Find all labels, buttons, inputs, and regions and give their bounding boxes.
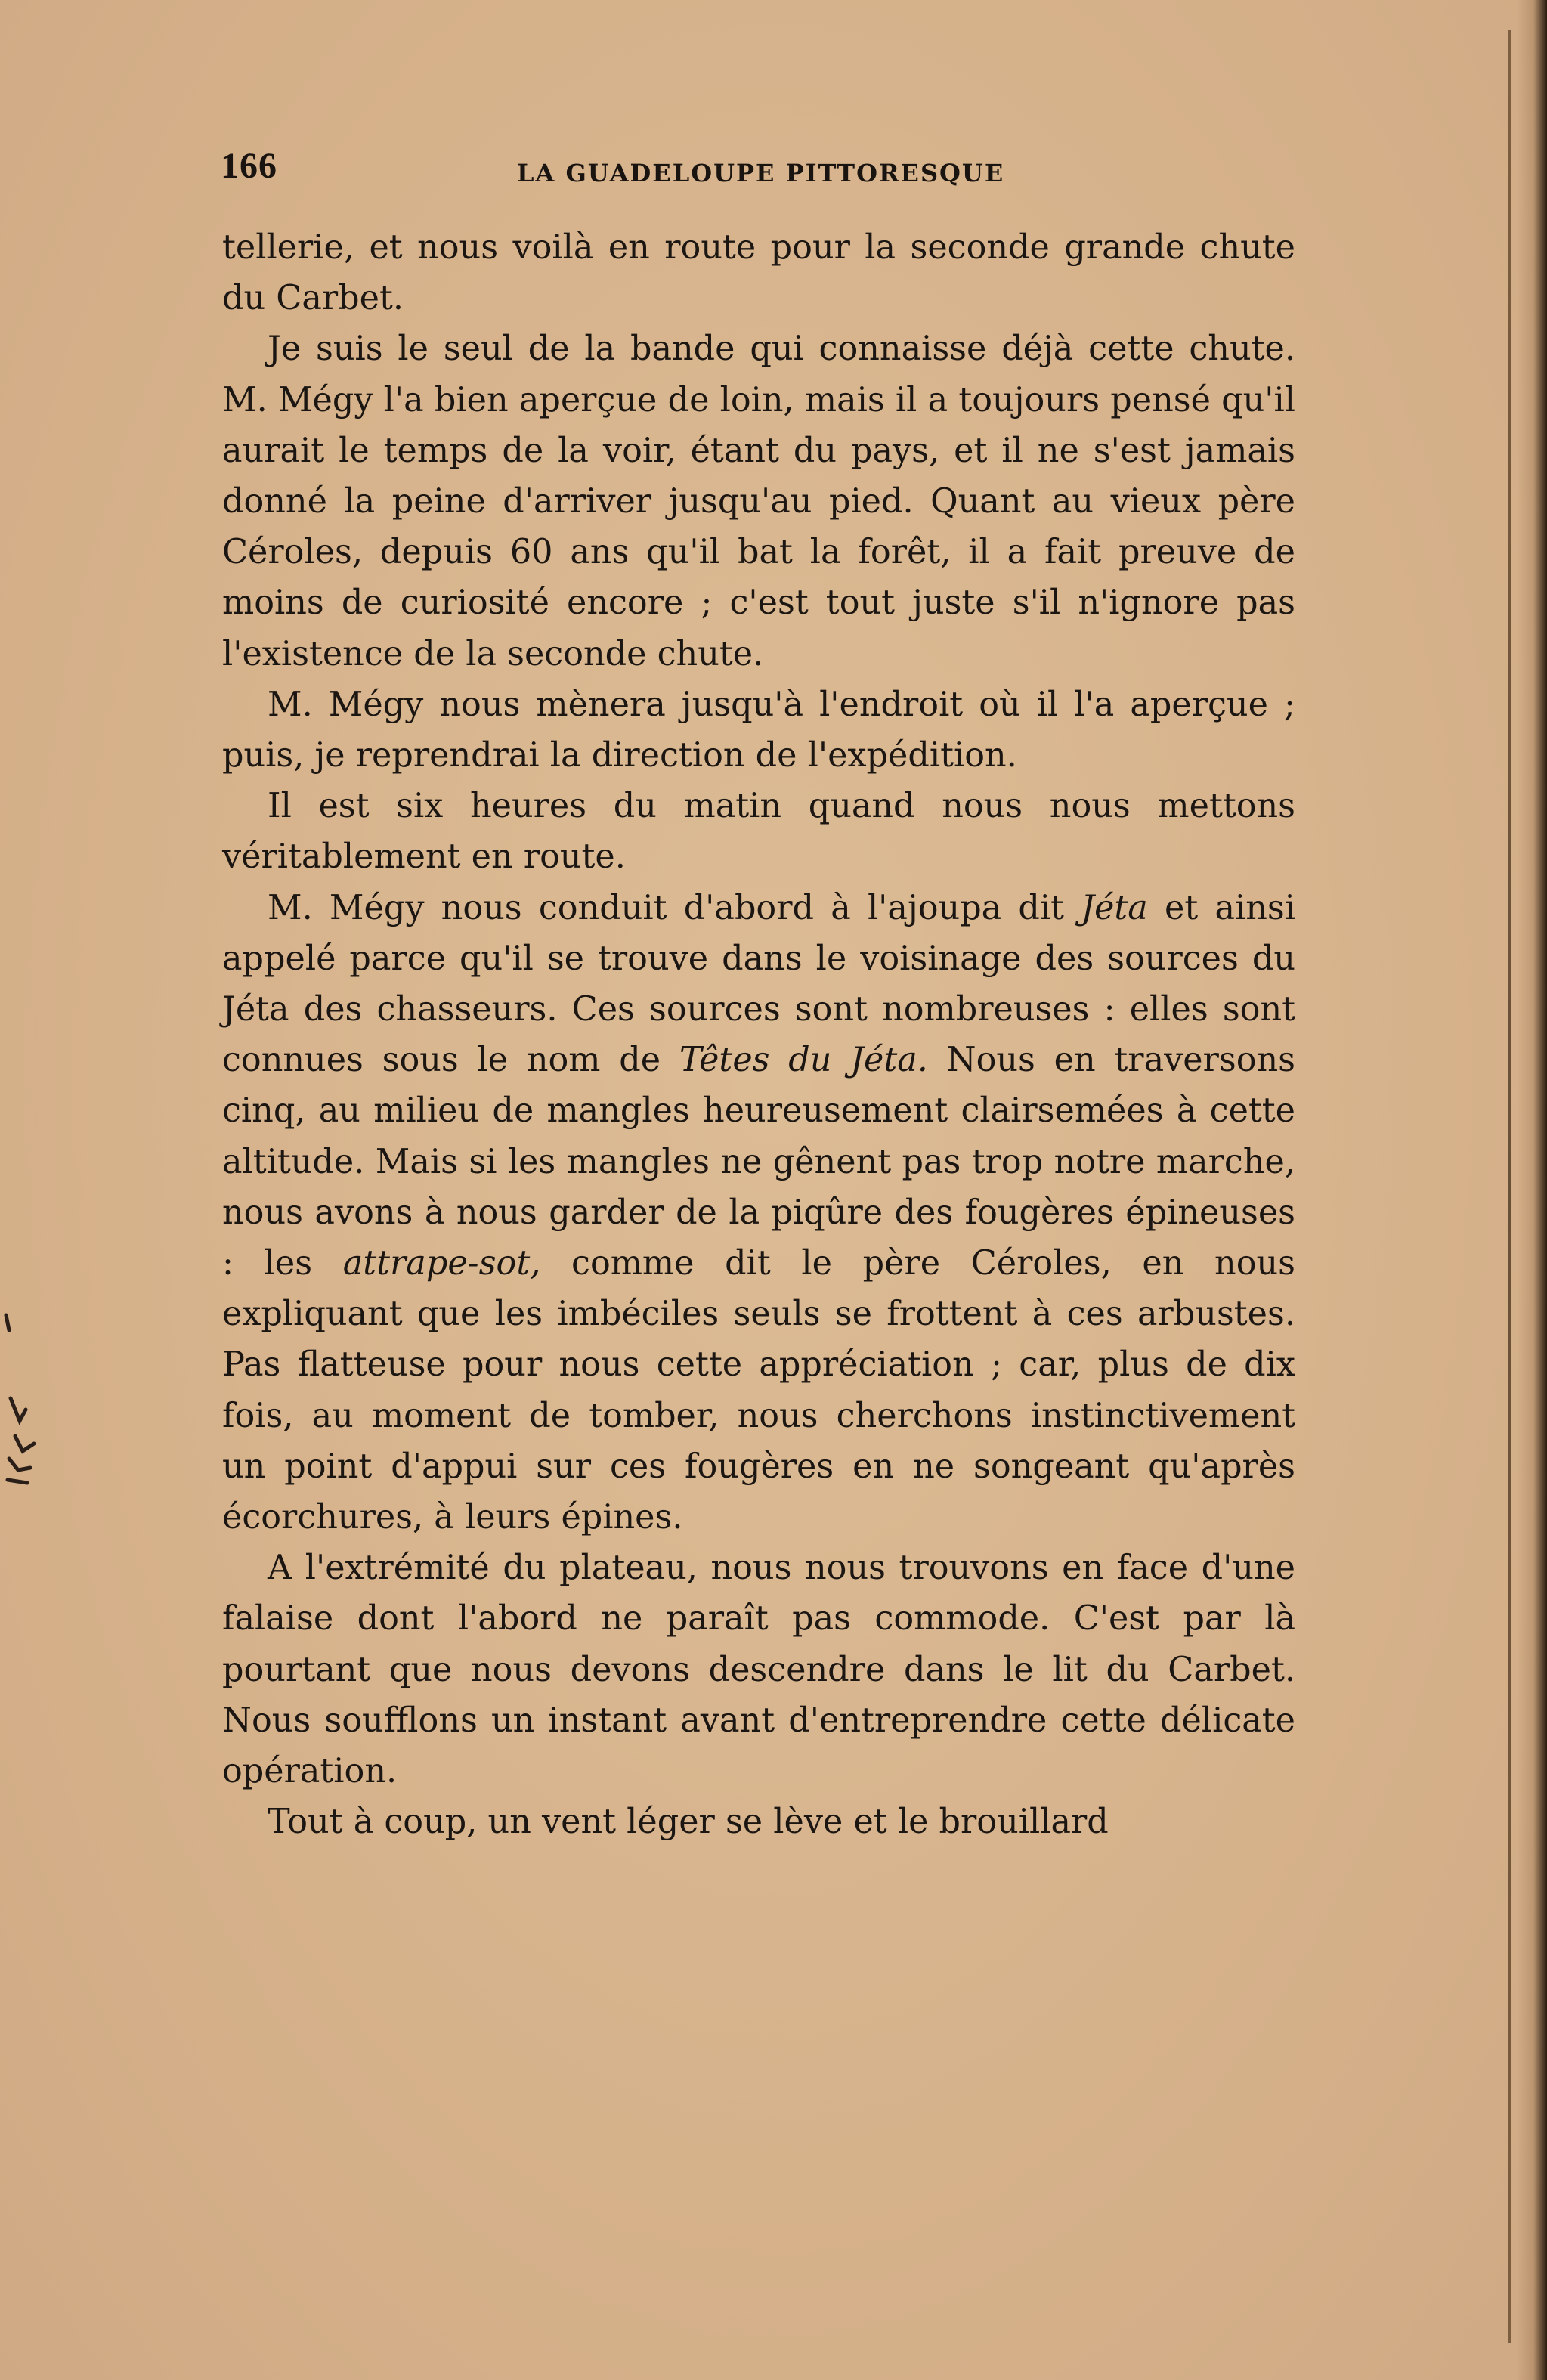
body-text xyxy=(222,222,1295,1848)
paragraph-5-text-d: comme dit le père Céroles, en nous expliquant que les imbéciles seuls se frottent à ces arbustes. Pas flatteuse pour nous cette appréciation ; car, plus de dix fois, au moment de tomber, nous cherchons instinctivement un point d'appui sur ces fougères en ne songeant qu'après écorchures, à leurs épines. xyxy=(222,1244,1295,1537)
paragraph-3: M. Mégy nous mènera jusqu'à l'endroit où il l'a aperçue ; puis, je reprendrai la direction de l'expédition. xyxy=(222,685,1295,775)
margin-ink-marks xyxy=(0,1308,53,1549)
paragraph-2: Je suis le seul de la bande qui connaisse déjà cette chute. M. Mégy l'a bien aperçue de loin, mais il a toujours pensé qu'il aurait le temps de la voir, étant du pays, et il ne s'est jamais donné la peine d'arriver jusqu'au pied. Quant au vieux père Céroles, depuis 60 ans qu'il bat la forêt, il a fait preuve de moins de curiosité encore ; c'est tout juste s'il n'ignore pas l'existence de la seconde chute. xyxy=(222,330,1295,673)
paragraph-5-text-b: et ainsi appelé parce qu'il se trouve dans le voisinage des sources du Jéta des chasseurs. Ces sources sont nombreuses : elles sont connues sous le nom de xyxy=(222,888,1295,1080)
paragraph-4: Il est six heures du matin quand nous nous mettons véritablement en route. xyxy=(222,787,1295,877)
italic-tetes-du-jeta: Têtes du Jéta. xyxy=(679,1041,928,1080)
page-edge-shadow xyxy=(1517,0,1547,2380)
paragraph-5-text-c: Nous en traversons cinq, au milieu de mangles heureusement clairsemées à cette altitude. Mais si les mangles ne gênent pas trop notre marche, nous avons à nous garder de la piqûre des fougères épineuses : les xyxy=(222,1041,1295,1283)
paragraph-6: A l'extrémité du plateau, nous nous trouvons en face d'une falaise dont l'abord ne paraît pas commode. C'est par là pourtant que nous devons descendre dans le lit du Carbet. Nous soufflons un instant avant d'entreprendre cette délicate opération. xyxy=(222,1549,1295,1791)
paragraph-5 xyxy=(222,883,1295,1543)
page-number: 166 xyxy=(221,146,277,186)
italic-jeta: Jéta xyxy=(1081,888,1148,927)
page-header xyxy=(221,145,1294,198)
paragraph-5-text-a: M. Mégy nous conduit d'abord à l'ajoupa dit xyxy=(268,888,1081,927)
paragraph-7: Tout à coup, un vent léger se lève et le brouillard xyxy=(268,1803,1109,1842)
paragraph-1: tellerie, et nous voilà en route pour la seconde grande chute du Carbet. xyxy=(222,228,1295,318)
italic-attrape-sot: attrape-sot, xyxy=(342,1244,541,1283)
page-binding-edge xyxy=(1508,30,1511,2343)
running-title: LA GUADELOUPE PITTORESQUE xyxy=(517,159,1005,187)
